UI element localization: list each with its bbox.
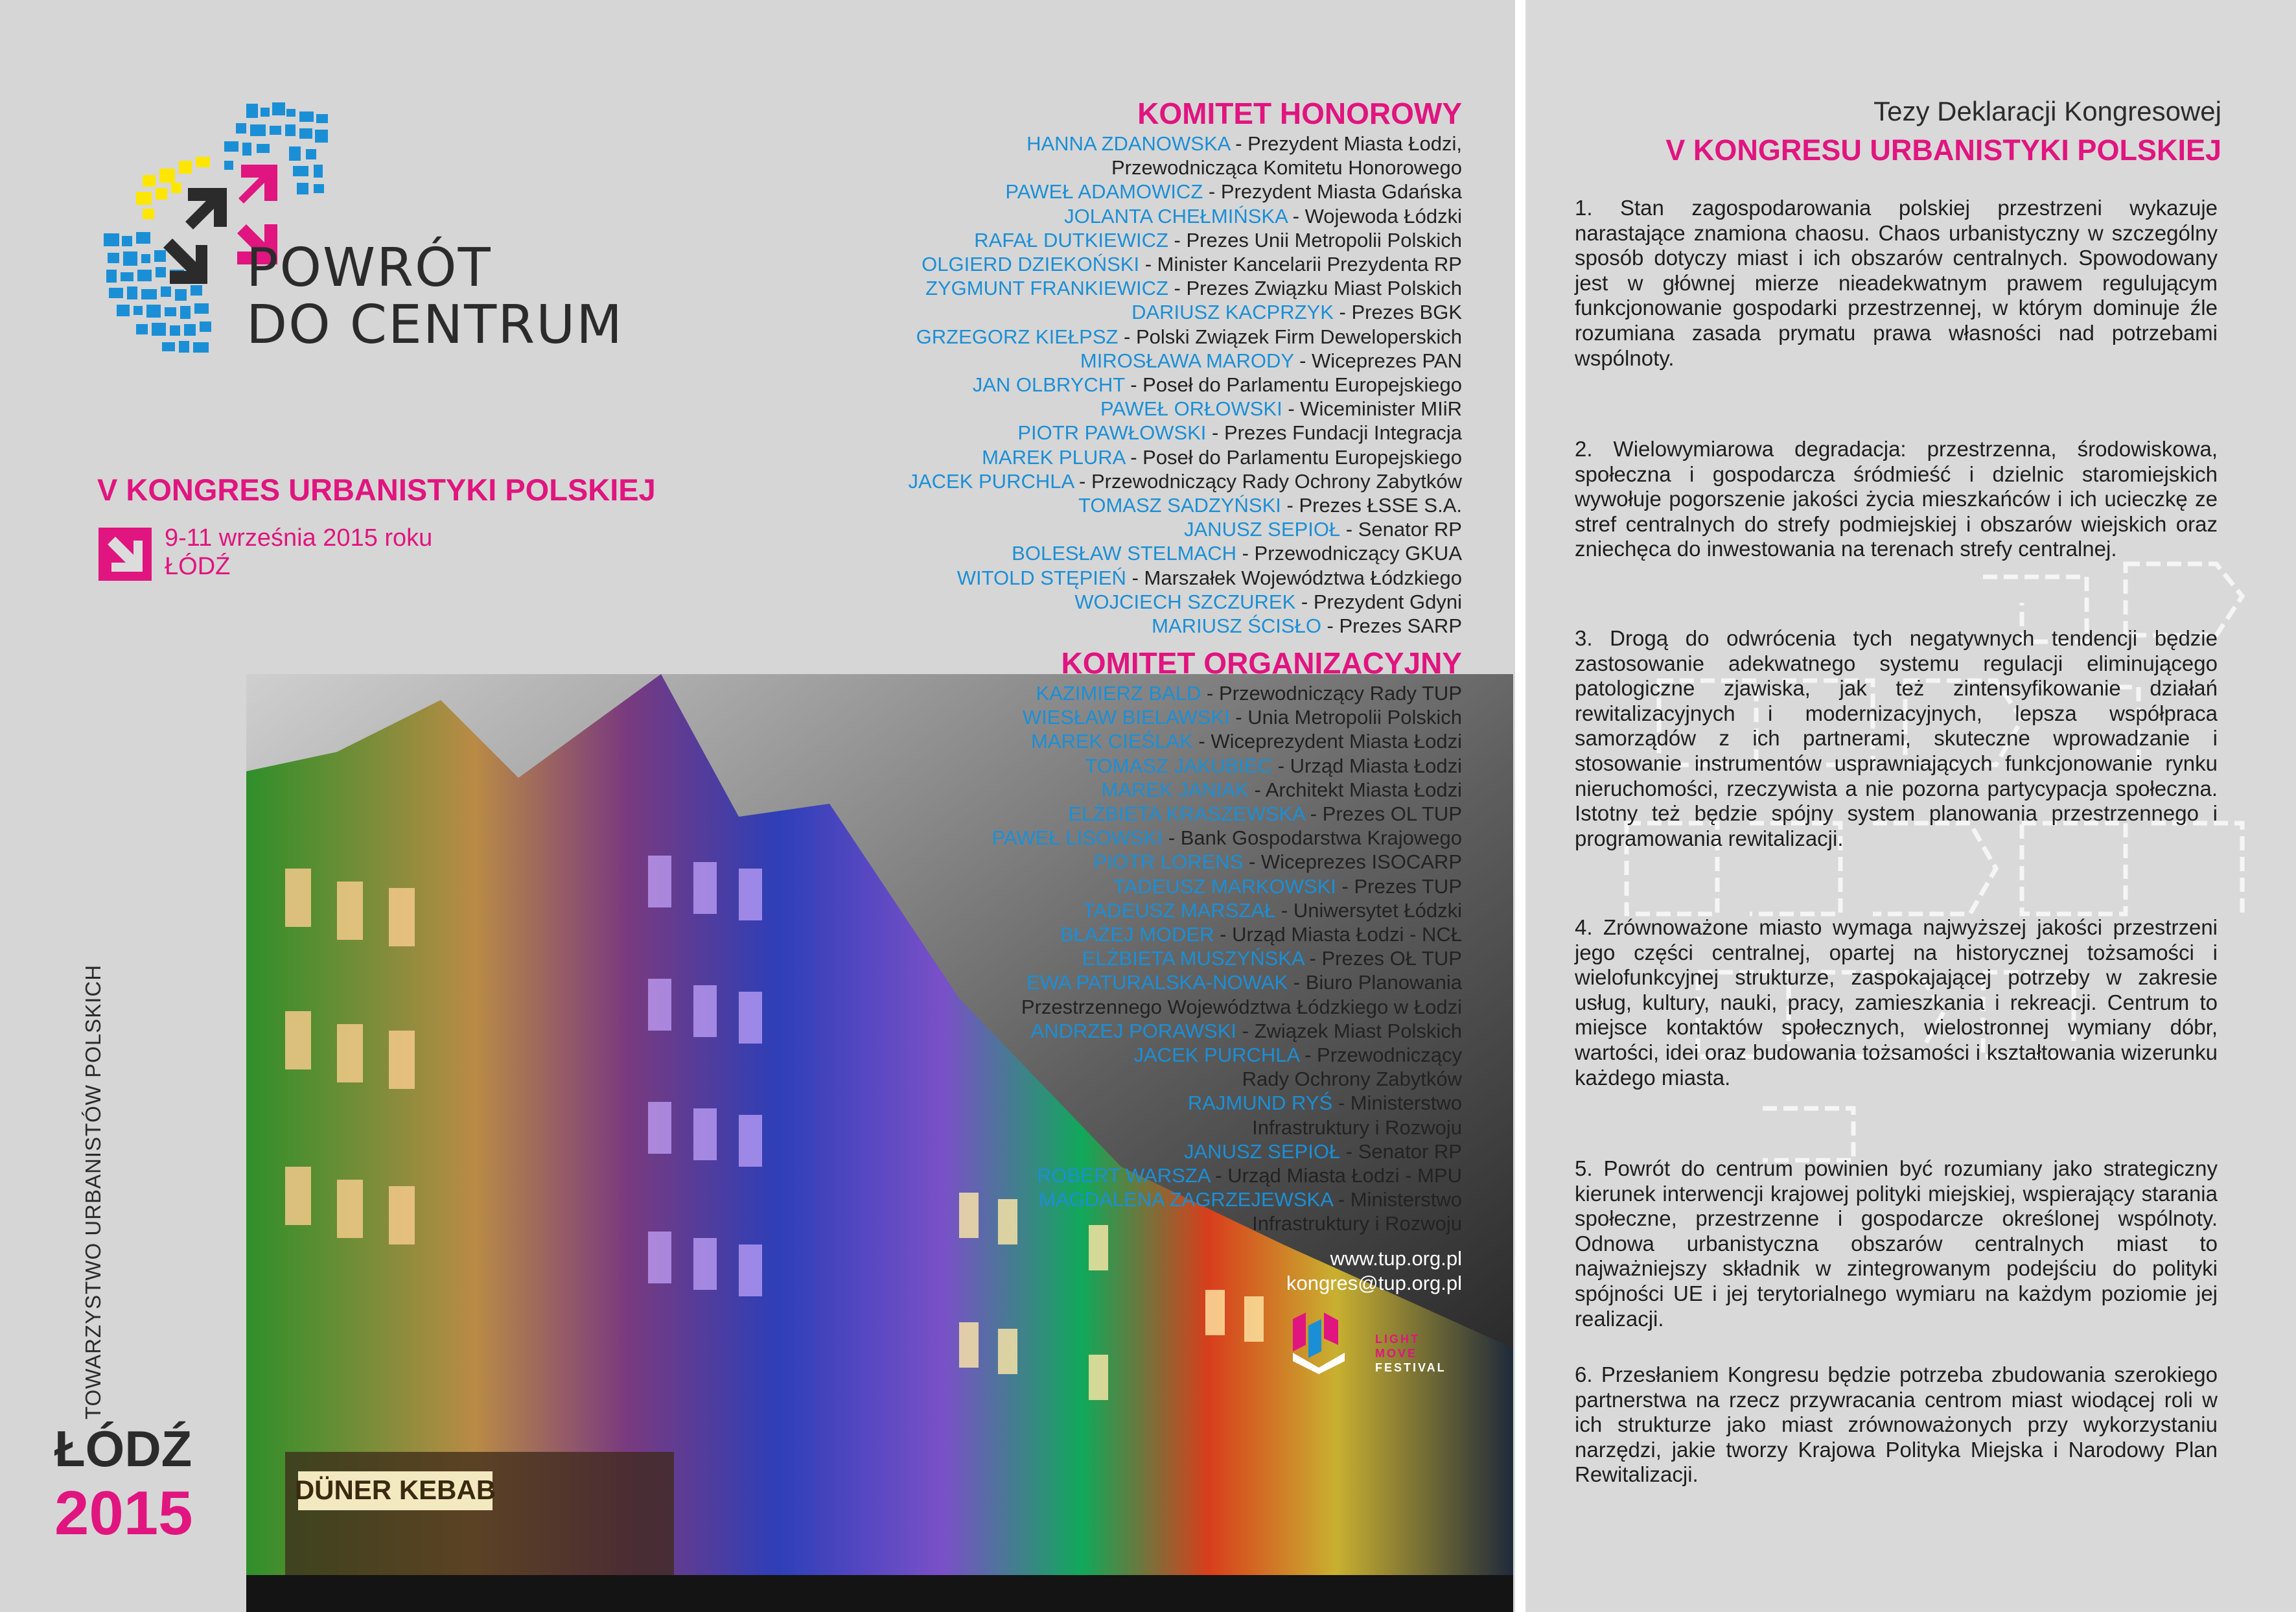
member-role: - Prezes Fundacji Integracja: [1206, 421, 1462, 445]
committee-member: [916, 325, 1462, 349]
committee-member: [1031, 729, 1462, 753]
member-name: HANNA ZDANOWSKA: [1026, 132, 1230, 155]
member-role: - Urząd Miasta Łodzi: [1272, 754, 1462, 777]
committee-member: [974, 228, 1462, 252]
member-role: - Ministerstwo: [1332, 1092, 1462, 1115]
member-name: MAREK JANIAK: [1101, 778, 1249, 801]
member-name: GRZEGORZ KIEŁPSZ: [916, 325, 1119, 348]
member-role: - Unia Metropolii Polskich: [1229, 706, 1462, 729]
congress-date-block: [165, 524, 432, 581]
committee-member: [1012, 541, 1462, 565]
member-role: - Prezes OL TUP: [1305, 802, 1462, 825]
committee-member: [1134, 1043, 1463, 1067]
member-role: - Wiceprezydent Miasta Łodzi: [1192, 730, 1462, 753]
committee-member: [982, 445, 1462, 469]
member-role: - Prezydent Miasta Gdańska: [1203, 180, 1462, 204]
member-name: MARIUSZ ŚCISŁO: [1152, 614, 1321, 637]
committee-member: [1037, 1163, 1462, 1187]
member-name: MIROSŁAWA MARODY: [1080, 349, 1294, 372]
committee-member: [1074, 590, 1462, 614]
congress-title: V KONGRES URBANISTYKI POLSKIEJ: [97, 473, 656, 507]
committee-member: [908, 469, 1462, 493]
committee-member: [1242, 1067, 1462, 1091]
light-move-festival-logo: [1293, 1313, 1345, 1374]
member-role: - Urząd Miasta Łodzi - MPU: [1209, 1164, 1462, 1187]
email-link[interactable]: kongres@tup.org.pl: [1286, 1272, 1462, 1294]
committee-member: [1068, 802, 1462, 826]
thesis-2: 2. Wielowymiarowa degradacja: przestrzenna, środowiskowa, społeczna i gospodarcza śródmieść i dzielnic staromiejskich wywołuje pogorszenie jakości życia mieszkańców i ich ucieczkę ze stref centralnych do strefy podmiejskiej i obszarów wiejskich oraz zniechęca do inwestowania na terenach strefy centralnej.: [1575, 437, 2218, 561]
member-role: - Minister Kancelarii Prezydenta RP: [1139, 253, 1462, 275]
member-role: - Wiceprezes ISOCARP: [1243, 850, 1462, 874]
member-name: ELŻBIETA KRASZEWSKA: [1068, 802, 1305, 825]
logo-line-2: DO CENTRUM: [246, 294, 623, 356]
member-name: PAWEŁ ADAMOWICZ: [1005, 180, 1203, 204]
thesis-5: 5. Powrót do centrum powinien być rozumiany jako strategiczny kierunek interwencji krajowej polityki miejskiej, wspierający starania społeczne, przestrzenne i gospodarcze określonej wspólnoty. Odnowa urbanistyczna obszarów centralnych miast to najważniejszy składnik w zintegrowanym podejściu do polityki spójności UE i jej terytorialnego wymiaru na każdym poziomie jej realizacji.: [1575, 1156, 2218, 1331]
committee-member: [925, 276, 1462, 300]
congress-city: ŁÓDŹ: [165, 553, 231, 580]
committee-member: [957, 566, 1462, 590]
member-role: - Poseł do Parlamentu Europejskiego: [1124, 373, 1462, 396]
member-name: JAN OLBRYCHT: [972, 373, 1125, 396]
member-name: ANDRZEJ PORAWSKI: [1030, 1019, 1237, 1042]
kebab-shop-sign: DÜNER KEBAB: [294, 1475, 496, 1505]
member-role: - Polski Związek Firm Deweloperskich: [1118, 325, 1462, 348]
light-move-festival-wordmark: LIGHT MOVE FESTIVAL: [1375, 1333, 1446, 1374]
member-name: EWA PATURALSKA-NOWAK: [1026, 971, 1288, 994]
member-name: WOJCIECH SZCZUREK: [1074, 590, 1296, 613]
member-role: - Wiceminister MIiR: [1282, 397, 1462, 421]
member-name: MAGDALENA ZAGRZEJEWSKA: [1039, 1188, 1333, 1211]
member-name: TADEUSZ MARKOWSKI: [1113, 874, 1336, 898]
website-link[interactable]: www.tup.org.pl: [1330, 1247, 1462, 1270]
committee-member: [1152, 614, 1462, 638]
member-name: BŁAŻEJ MODER: [1060, 923, 1214, 946]
committee-member: [1252, 1211, 1462, 1235]
committee-member: [922, 252, 1462, 276]
committee-member: [1021, 995, 1462, 1019]
member-role: - Prezes Związku Miast Polskich: [1168, 277, 1462, 300]
committee-member: [1083, 898, 1462, 922]
member-role: - Marszałek Województwa Łódzkiego: [1126, 566, 1462, 589]
committee-member: [1026, 970, 1462, 994]
member-name: PIOTR LORENS: [1093, 850, 1244, 874]
member-role: - Bank Gospodarstwa Krajowego: [1163, 826, 1462, 850]
congress-dates: 9-11 września 2015 roku: [165, 524, 433, 552]
member-role: - Prezes BGK: [1333, 301, 1462, 324]
committee-member: [1094, 850, 1462, 874]
member-role: - Przewodniczący GKUA: [1236, 542, 1462, 565]
committee-member: [1005, 180, 1462, 204]
member-name: TOMASZ SADZYŃSKI: [1078, 494, 1281, 517]
thesis-4: 4. Zrównoważone miasto wymaga najwyższej jakości przestrzeni jego części centralnej, opartej na historycznej tożsamości i wielofunkcyjnej strukturze, zaspokajającej potrzeby w zakresie usług, kultury, nauki, pracy, zamieszkania i rekreacji. Centrum to miejsce kontaktów społecznych, wielostronnej wymiany dóbr, wartości, idei oraz budowania tożsamości i kształtowania wizerunku każdego miasta.: [1575, 915, 2218, 1090]
member-name: PAWEŁ LISOWSKI: [991, 826, 1163, 850]
committee-member: [1252, 1116, 1462, 1139]
member-role: - Związek Miast Polskich: [1236, 1019, 1462, 1042]
committee-member: [973, 373, 1462, 397]
arrow-down-right-icon: [99, 528, 152, 581]
member-role: - Prezes OŁ TUP: [1303, 947, 1462, 970]
member-name: MAREK CIEŚLAK: [1030, 730, 1193, 753]
member-name: RAJMUND RYŚ: [1187, 1092, 1333, 1115]
committee-member: [1036, 681, 1463, 705]
member-role: - Wiceprezes PAN: [1293, 349, 1462, 372]
member-name: ZYGMUNT FRANKIEWICZ: [925, 277, 1168, 300]
honorary-committee-title: KOMITET HONOROWY: [1137, 97, 1462, 130]
logo-line-1: POWRÓT: [246, 237, 492, 299]
member-role: Przestrzennego Województwa Łódzkiego w Łodzi: [1021, 995, 1462, 1018]
member-name: ELŻBIETA MUSZYŃSKA: [1082, 947, 1304, 970]
member-role: - Uniwersytet Łódzki: [1275, 898, 1462, 922]
committee-member: [1023, 705, 1462, 729]
committee-member: [1100, 397, 1462, 421]
member-name: ROBERT WARSZA: [1037, 1164, 1210, 1187]
committee-member: [1026, 132, 1462, 156]
member-role: - Poseł do Parlamentu Europejskiego: [1124, 445, 1462, 469]
thesis-1: 1. Stan zagospodarowania polskiej przestrzeni wykazuje narastające znamiona chaosu. Chaos urbanistyczny w szczególny sposób dotyczy miast i ich obszarów centralnych. Spowodowany jest w głównej mierze nieadekwatnym prawem regulującym funkcjonowanie gospodarki przestrzennej, w którym dominuje źle rozumiana zasada prymatu prawa własności nad potrzebami wspólnoty.: [1575, 196, 2218, 370]
member-role: - Architekt Miasta Łodzi: [1248, 778, 1462, 801]
committee-member: [1060, 922, 1462, 946]
committee-member: [1078, 493, 1462, 517]
member-name: KAZIMIERZ BALD: [1036, 682, 1201, 705]
member-name: TOMASZ JAKUBIEC: [1085, 754, 1273, 777]
member-role: - Prezes SARP: [1321, 614, 1462, 637]
organizing-committee-title: KOMITET ORGANIZACYJNY: [1061, 646, 1462, 680]
committee-member: [1064, 204, 1462, 228]
contact-block: [1286, 1246, 1462, 1296]
committee-member: [1085, 754, 1462, 778]
member-role: - Przewodniczący Rady Ochrony Zabytków: [1073, 469, 1462, 493]
member-name: BOLESŁAW STELMACH: [1012, 542, 1236, 565]
member-role: - Biuro Planowania: [1288, 971, 1462, 994]
member-role: - Senator RP: [1340, 1139, 1462, 1163]
member-name: JACEK PURCHLA: [908, 469, 1074, 493]
member-role: - Ministerstwo: [1332, 1188, 1462, 1211]
committee-member: [1184, 1139, 1462, 1163]
member-name: PAWEŁ ORŁOWSKI: [1100, 397, 1282, 421]
committee-member: [1031, 1019, 1462, 1043]
member-role: - Przewodniczący Rady TUP: [1201, 682, 1462, 705]
member-name: PIOTR PAWŁOWSKI: [1017, 421, 1207, 445]
member-role: Przewodnicząca Komitetu Honorowego: [1111, 156, 1462, 180]
member-role: Rady Ochrony Zabytków: [1242, 1068, 1462, 1091]
committee-member: [1102, 778, 1462, 802]
member-name: WIESŁAW BIELAWSKI: [1022, 706, 1230, 729]
committee-member: [992, 826, 1462, 850]
committee-member: [1131, 300, 1462, 324]
member-role: Infrastruktury i Rozwoju: [1252, 1116, 1462, 1139]
member-name: JANUSZ SEPIOŁ: [1184, 518, 1341, 541]
member-role: - Prezydent Gdyni: [1295, 590, 1462, 613]
member-role: - Senator RP: [1340, 518, 1462, 541]
member-name: JACEK PURCHLA: [1133, 1044, 1299, 1066]
member-role: - Prezes ŁSSE S.A.: [1281, 494, 1462, 517]
organization-vertical-label: TOWARZYSTWO URBANISTÓW POLSKICH: [81, 964, 105, 1419]
member-role: Infrastruktury i Rozwoju: [1252, 1212, 1462, 1235]
member-name: RAFAŁ DUTKIEWICZ: [974, 228, 1168, 251]
member-role: - Prezydent Miasta Łodzi,: [1229, 132, 1462, 155]
member-name: DARIUSZ KACPRZYK: [1131, 301, 1334, 324]
committee-member: [1188, 1091, 1462, 1115]
member-name: JOLANTA CHEŁMIŃSKA: [1064, 204, 1288, 228]
thesis-6: 6. Przesłaniem Kongresu będzie potrzeba zbudowania szerokiego partnerstwa na rzecz przywracania centrom miast wiodącej roli w ich strukturze jako miast zrównoważonych przy wykorzystaniu narzędzi, jakie tworzy Krajowa Polityka Miejska i Narodowy Plan Rewitalizacji.: [1575, 1362, 2218, 1487]
footer-city: ŁÓDŹ: [54, 1420, 192, 1477]
committee-member: [1017, 421, 1462, 445]
member-role: - Prezes Unii Metropolii Polskich: [1168, 228, 1462, 251]
member-name: JANUSZ SEPIOŁ: [1184, 1139, 1341, 1163]
thesis-3: 3. Drogą do odwrócenia tych negatywnych tendencji będzie zastosowanie adekwatnego systemu regulacji eliminującego patologiczne zjawiska, jak też zintensyfikowanie działań rewitalizacyjnych i modernizacyjnych, lepsza współpraca samorządów z ich partnerami, skuteczne wprowadzanie i stosowanie instrumentów usprawniających funkcjonowanie rynku nieruchomości, rzeczywista a nie pozorna partycypacja społeczna. Istotny też będzie spójny system planowania przestrzennego i programowania rewitalizacji.: [1575, 626, 2218, 850]
declaration-title: V KONGRESU URBANISTYKI POLSKIEJ: [1665, 134, 2221, 167]
panel-divider: [1515, 0, 1525, 1612]
footer-year: 2015: [54, 1478, 193, 1548]
member-role: - Urząd Miasta Łodzi - NCŁ: [1214, 923, 1462, 946]
member-role: - Prezes TUP: [1336, 874, 1462, 898]
member-name: MAREK PLURA: [982, 445, 1125, 469]
member-role: - Wojewoda Łódzki: [1287, 204, 1462, 228]
member-role: - Przewodniczący: [1299, 1044, 1462, 1066]
committee-member: [1184, 517, 1462, 541]
committee-member: [1039, 1187, 1462, 1211]
committee-member: [1082, 946, 1462, 970]
member-name: OLGIERD DZIEKOŃSKI: [922, 253, 1140, 275]
committee-member: [1113, 874, 1462, 898]
committee-member: [1111, 156, 1462, 180]
declaration-subtitle: Tezy Deklaracji Kongresowej: [1873, 96, 2221, 126]
member-name: TADEUSZ MARSZAŁ: [1082, 898, 1276, 922]
member-name: WITOLD STĘPIEŃ: [957, 566, 1126, 589]
committee-member: [1080, 349, 1462, 373]
